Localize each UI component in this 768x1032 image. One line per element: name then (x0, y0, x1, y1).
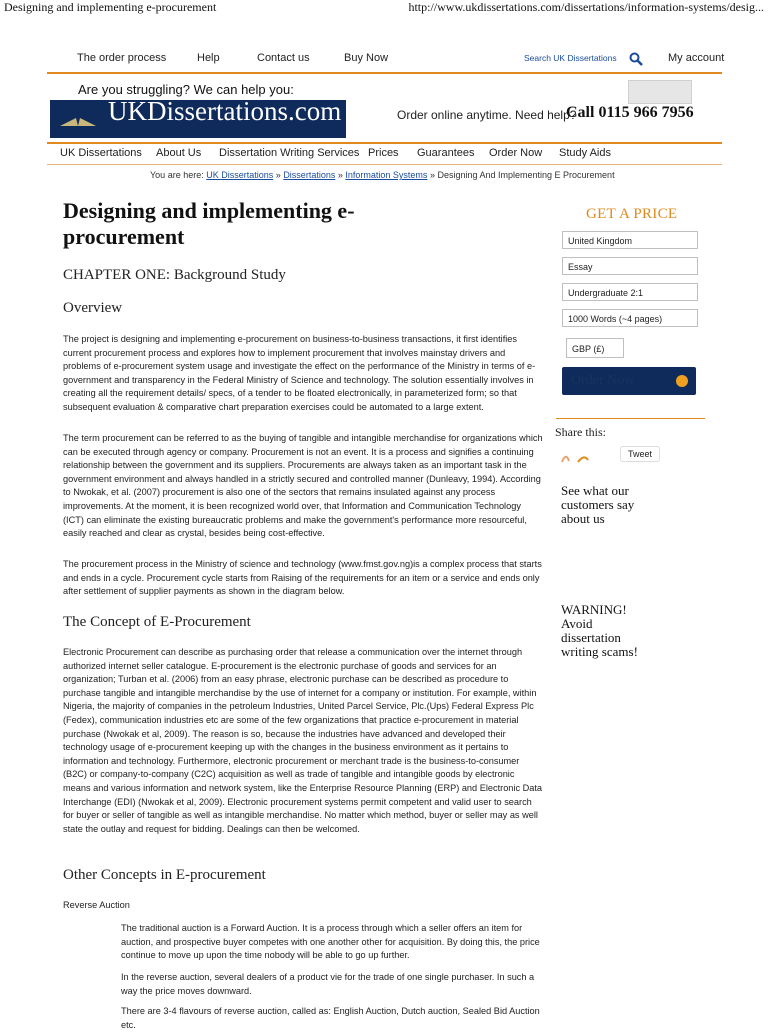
breadcrumb-link-information-systems[interactable]: Information Systems (345, 170, 428, 180)
breadcrumb (150, 170, 615, 180)
top-nav (0, 52, 768, 68)
country-select[interactable]: United Kingdom (562, 231, 698, 249)
page-title: Designing and implementing e-procurement (63, 198, 355, 249)
length-select[interactable]: 1000 Words (~4 pages) (562, 309, 698, 327)
type-select[interactable]: Essay (562, 257, 698, 275)
reverse-paragraph-3: There are 3-4 flavours of reverse auction, called as: English Auction, Dutch auction, Sealed Bid Auction etc. (121, 1006, 540, 1030)
get-price-heading: GET A PRICE (586, 206, 678, 222)
struggle-text: Are you struggling? We can help you: (78, 82, 294, 97)
nav-guarantees[interactable]: Guarantees (417, 147, 475, 159)
share-label: Share this: (555, 425, 606, 439)
customers-reviews-link[interactable]: See what our customers say about us (561, 483, 635, 526)
print-url: http://www.ukdissertations.com/dissertations/information-systems/desig... (408, 0, 764, 14)
currency-select[interactable]: GBP (£) (566, 338, 624, 358)
overview-paragraph-3: The procurement process in the Ministry of science and technology (www.fmst.gov.ng)is a complex process that starts and ends in a cycle. Procurement cycle starts from Raising of the requirements for an item or a service and ends only after settlement of supplier payments as shown in the diagram below. (63, 559, 542, 597)
nav-order-now[interactable]: Order Now (489, 147, 543, 159)
concept-heading: The Concept of E-Procurement (63, 614, 251, 630)
reverse-auction-label: Reverse Auction (63, 900, 130, 910)
breadcrumb-link-dissertations[interactable]: Dissertations (283, 170, 336, 180)
chapter-heading: CHAPTER ONE: Background Study (63, 267, 286, 283)
breadcrumb-separator: » (337, 170, 343, 180)
nav-writing-services[interactable]: Dissertation Writing Services (219, 147, 360, 159)
top-nav-help[interactable]: Help (197, 52, 220, 64)
level-select[interactable]: Undergraduate 2:1 (562, 283, 698, 301)
help-dropdown[interactable] (628, 80, 692, 104)
search-link[interactable]: Search UK Dissertations (524, 53, 617, 63)
nav-study-aids[interactable]: Study Aids (559, 147, 611, 159)
nav-bottom-divider (47, 164, 722, 165)
reverse-paragraph-2: In the reverse auction, several dealers of a product vie for the trade of one single purchaser. In such a way the price moves downward. (121, 972, 535, 996)
book-icon (58, 106, 98, 128)
nav-uk-dissertations[interactable]: UK Dissertations (60, 147, 142, 159)
breadcrumb-separator: » (429, 170, 435, 180)
concept-paragraph: Electronic Procurement can describe as purchasing order that release a communication over the internet through authorized internet seller catalogue. E-procurement is the electronic purchase of goods and services for an organization; Turban et al. (2006) from an easy phrase, electronic purchase can be described as procedure to purchase tangible and intangible merchandise by the use of internet for a company or institution. For example, within Nigeria, the majority of companies in the petroleum Industries, United Parcel Service, Plc.(Ups) Federal Express Plc (Fedex), communication industries etc are some of the few organizations that practice e-procurement in material purchase (Nwokak et al, 2009). The reason is so, because the industries have advanced and developed their technology usage of e-procurement keeping up with the changes in the business environment as it pertains to information and technology. Furthermore, electronic procurement or merchant trade is the business-to-consumer (B2C) or company-to-company (C2C) acquisition as well as trade of tangible and intangible goods by electronic means and various information and network system, like the Enterprise Resource Planning (ERP) and Electronic Data Interchange (EDI) (Nwokak et al, 2009). Electronic procurement systems permit competent and valid user to search for buyer or seller of tangible as well as intangible merchandise. No matter which method, buyer or seller may as well state the outlay and request for bidding. Dealings can then be welcomed. (63, 647, 543, 834)
top-divider (47, 72, 722, 74)
other-concepts-heading: Other Concepts in E-procurement (63, 867, 266, 883)
my-account-link[interactable]: My account (668, 52, 725, 64)
reverse-paragraph-1: The traditional auction is a Forward Auction. It is a process through which a seller offers an item for auction, and prospective buyer competes with one another other for acquisition. By doing this, the price continue to move up upon the time nobody will be able to go up further. (121, 923, 540, 961)
sidebar-divider (556, 418, 705, 419)
top-nav-buy-now[interactable]: Buy Now (344, 52, 389, 64)
facebook-like-icon[interactable] (560, 450, 594, 464)
breadcrumb-current: Designing And Implementing E Procurement (437, 170, 615, 180)
help-text: Order online anytime. Need help? (397, 108, 577, 122)
overview-heading: Overview (63, 300, 123, 316)
top-nav-order-process[interactable]: The order process (77, 52, 167, 64)
breadcrumb-link-uk-dissertations[interactable]: UK Dissertations (206, 170, 274, 180)
breadcrumb-prefix: You are here: (150, 170, 204, 180)
order-now-button[interactable] (562, 367, 696, 395)
logo-text: UKDissertations.com (108, 100, 342, 126)
main-nav-divider (47, 142, 722, 144)
phone-number[interactable]: Call 0115 966 7956 (566, 104, 694, 121)
site-logo[interactable] (50, 100, 346, 138)
warning-scams-link[interactable]: WARNING! Avoid dissertation writing scams! (561, 602, 638, 659)
order-now-label: Order Now (571, 373, 635, 388)
main-nav (0, 147, 768, 163)
top-nav-contact[interactable]: Contact us (257, 52, 310, 64)
tweet-button[interactable]: Tweet (620, 446, 660, 462)
nav-prices[interactable]: Prices (368, 147, 399, 159)
overview-paragraph-2: The term procurement can be referred to as the buying of tangible and intangible merchandise for organizations which can be executed through agency or company. Procurement is not an event. It is a process and signifies a continuing relationship between the government and its suppliers. Procurements are always taken as an important task in the government environment and always handled in a strictly secured and controlled manner (Dunleavy, 1994). According to Nwokak, et al. (2007) procurement is also one of the sectors that remains insulated against any process improvements. At the moment, it is been recognized world over, that Information and Communication Technology (ICT) can eliminate the existing bureaucratic problems and make the government's performance more resourceful, easily reached and clear as crystal, besides being cost-effective. (63, 433, 543, 539)
nav-about-us[interactable]: About Us (156, 147, 202, 159)
print-title: Designing and implementing e-procurement (4, 0, 217, 14)
arrow-right-icon (676, 375, 688, 387)
breadcrumb-separator: » (275, 170, 281, 180)
search-icon[interactable] (629, 52, 643, 69)
overview-paragraph-1: The project is designing and implementing e-procurement on business-to-business transactions, it first identifies current procurement process and explores how to implement procurement that involves mainstay drivers and problems of e-procurement system usage and investigate the effect on the performance of the Ministry in terms of e-government and transparency in the Federal Ministry of Science and technology. The solution essentially involves in creating all the requirement details/ specs, of a tender to be floated electronically, in parameterized form; so that subsequent evaluation & comparative chart preparation exercises could be automated to a large extent. (63, 334, 536, 412)
